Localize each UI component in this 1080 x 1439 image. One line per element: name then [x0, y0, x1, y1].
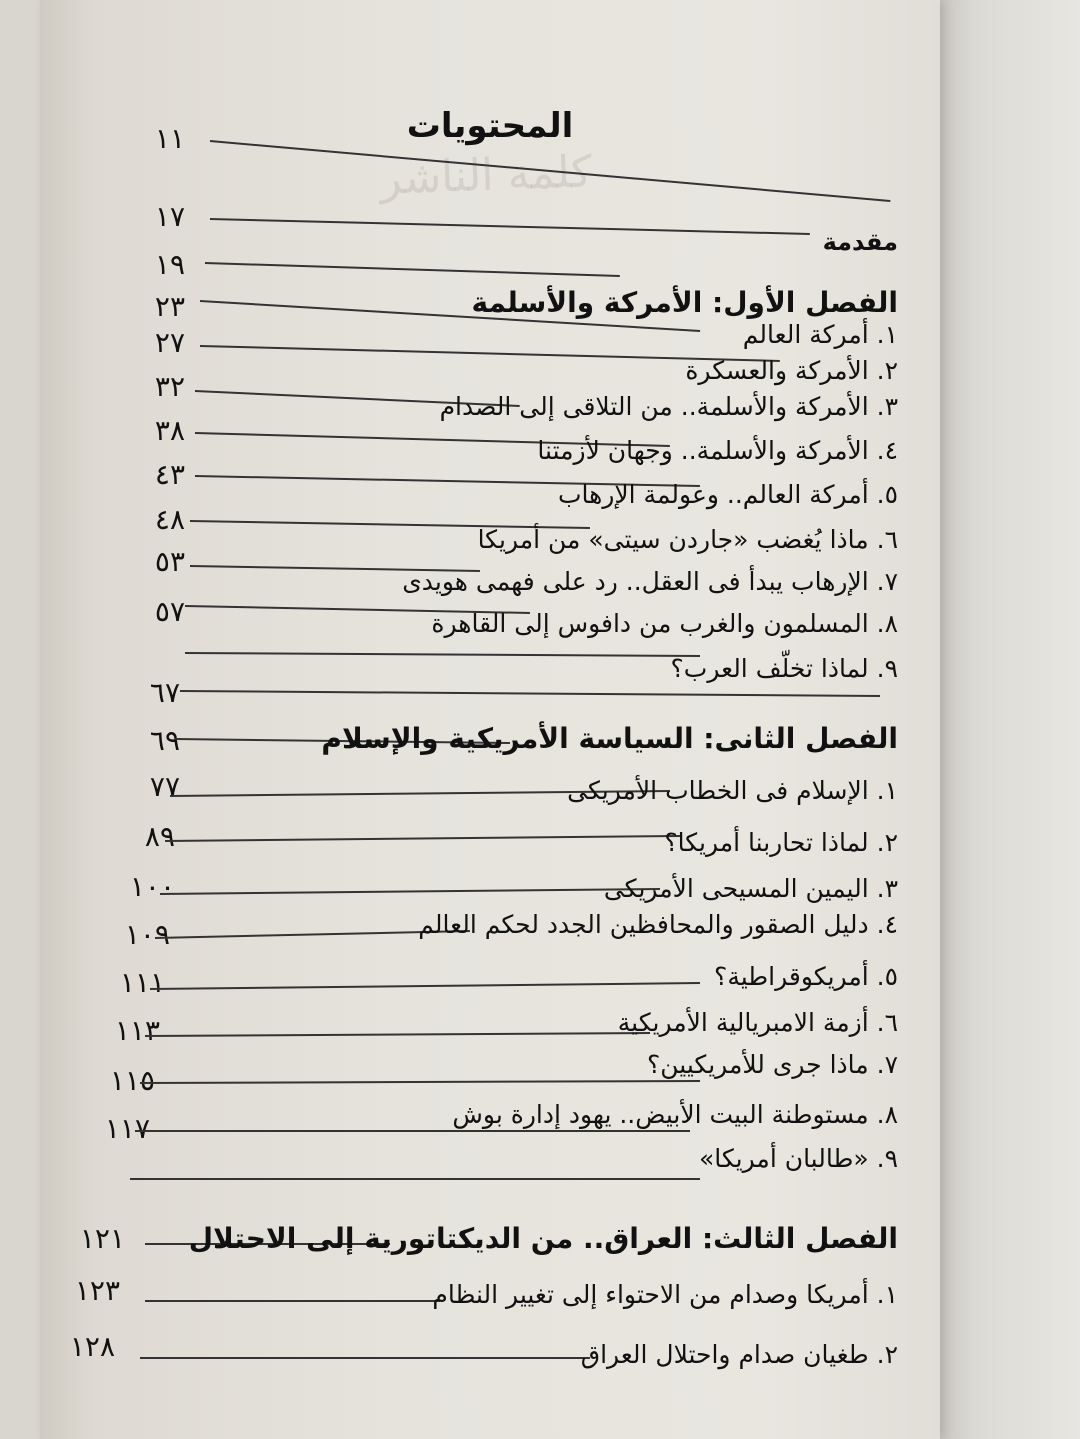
toc-leader-line	[140, 1357, 590, 1359]
toc-page-number: ٤٣	[154, 458, 185, 491]
toc-page-number: ١١	[154, 122, 185, 155]
toc-chapter-heading: الفصل الثانى: السياسة الأمريكية والإسلام	[321, 722, 898, 755]
toc-entry-label: ١. أمركة العالم	[742, 320, 898, 349]
toc-page-number: ١١١	[119, 966, 165, 999]
toc-page-number: ١١٣	[114, 1014, 160, 1047]
toc-entry-label: ١. أمريكا وصدام من الاحتواء إلى تغيير النظام	[432, 1280, 898, 1309]
toc-entry-label: ٤. دليل الصقور والمحافظين الجدد لحكم العالم	[418, 910, 898, 939]
toc-page-number: ٧٧	[149, 770, 180, 803]
toc-page-number: ١٧	[154, 200, 185, 233]
toc-entry-label: ١. الإسلام فى الخطاب الأمريكى	[567, 776, 898, 805]
toc-entry-label: ٧. الإرهاب يبدأ فى العقل.. رد على فهمى هويدى	[402, 567, 898, 596]
toc-chapter-heading: الفصل الثالث: العراق.. من الديكتاتورية إلى الاحتلال	[188, 1222, 898, 1255]
toc-entry-label: ٣. الأمركة والأسلمة.. من التلاقى إلى الصدام	[439, 392, 898, 421]
toc-entry-label: ٣. اليمين المسيحى الأمريكى	[603, 874, 898, 903]
toc-entry-label: ٢. الأمركة والعسكرة	[685, 356, 898, 385]
page-title: المحتويات	[406, 106, 574, 146]
toc-page-number: ٤٨	[154, 503, 185, 536]
toc-entry-label: ٩. «طالبان أمريكا»	[698, 1144, 898, 1173]
toc-entry-label: ٩. لماذا تخلّف العرب؟	[670, 654, 898, 683]
bleed-through-text: كلمة الناشر	[379, 146, 593, 205]
toc-page-number: ٢٧	[154, 326, 185, 359]
toc-page-number: ٨٩	[144, 820, 175, 853]
toc-entry-label: ٦. ماذا يُغضب «جاردن سيتى» من أمريكا	[477, 525, 898, 554]
toc-entry-label: مقدمة	[822, 228, 898, 256]
toc-page-number: ١٢١	[79, 1222, 125, 1255]
toc-page-number: ٣٨	[154, 414, 185, 447]
toc-leader-line	[145, 1300, 440, 1302]
toc-page-number: ١٢٨	[69, 1330, 115, 1363]
toc-chapter-heading: الفصل الأول: الأمركة والأسلمة	[471, 286, 898, 319]
toc-page-number: ١١٧	[104, 1112, 150, 1145]
toc-entry-label: ٥. أمريكوقراطية؟	[714, 962, 898, 991]
toc-page-number: ٢٣	[154, 290, 185, 323]
adjacent-page-edge	[940, 0, 1080, 1439]
toc-entry-label: ٧. ماذا جرى للأمريكيين؟	[647, 1050, 898, 1079]
toc-page-number: ١٠٠	[129, 870, 175, 903]
toc-entry-label: ٥. أمركة العالم.. وعولمة الإرهاب	[558, 480, 898, 509]
toc-page-number: ٥٣	[154, 545, 185, 578]
toc-entry-label: ٨. مستوطنة البيت الأبيض.. يهود إدارة بوش	[452, 1100, 898, 1129]
toc-page-number: ١٢٣	[74, 1274, 120, 1307]
toc-entry-label: ٢. لماذا تحاربنا أمريكا؟	[664, 828, 898, 857]
toc-page-number: ٣٢	[154, 370, 185, 403]
toc-entry-label: ٤. الأمركة والأسلمة.. وجهان لأزمتنا	[537, 436, 898, 465]
toc-leader-line	[130, 1178, 700, 1180]
toc-page-number: ١٠٩	[124, 918, 170, 951]
toc-page-number: ١١٥	[109, 1064, 155, 1097]
toc-page-number: ٥٧	[154, 595, 185, 628]
toc-page-number: ٦٩	[149, 724, 180, 757]
toc-page-number: ٦٧	[149, 676, 180, 709]
toc-leader-line	[135, 1130, 690, 1132]
toc-entry-label: ٢. طغيان صدام واحتلال العراق	[580, 1340, 898, 1369]
toc-entry-label: ٨. المسلمون والغرب من دافوس إلى القاهرة	[431, 609, 898, 638]
toc-entry-label: ٦. أزمة الامبريالية الأمريكية	[617, 1008, 898, 1037]
toc-page-number: ١٩	[154, 248, 185, 281]
